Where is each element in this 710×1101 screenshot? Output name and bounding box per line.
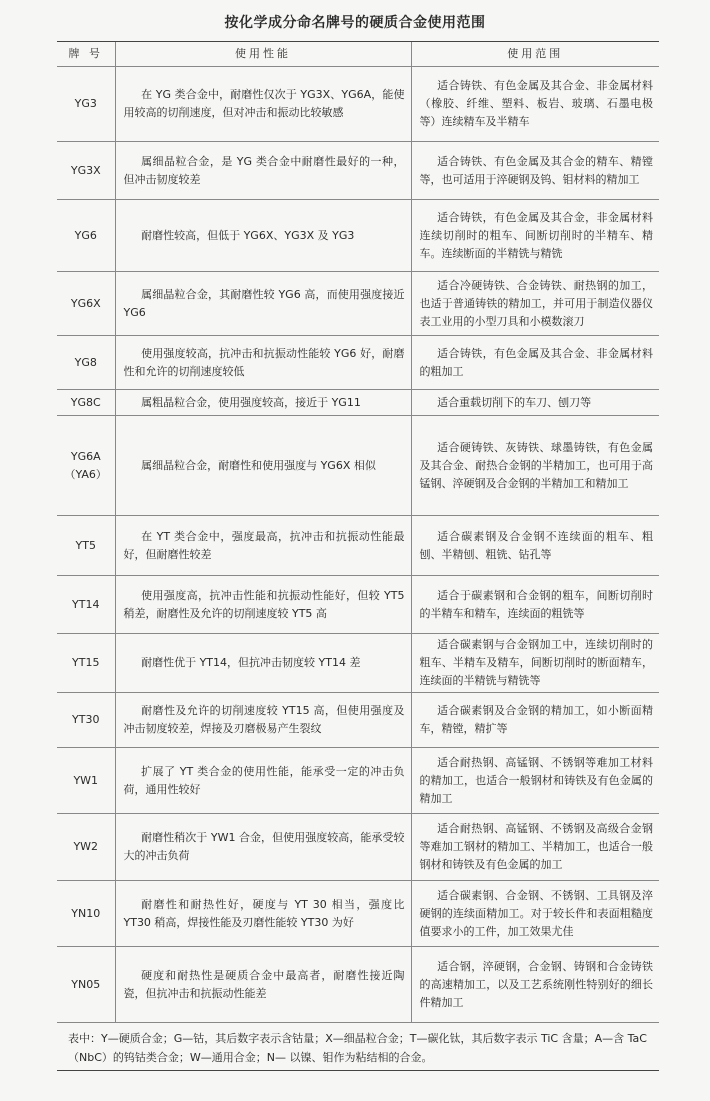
usage-cell [411,881,659,947]
usage-cell [411,272,659,336]
usage-text: 适合重载切削下的车刀、刨刀等 [437,395,592,409]
usage-cell [411,142,659,200]
performance-cell [115,748,411,814]
brand-label: YG3 [74,97,97,110]
brand-cell [57,576,115,634]
table-row [57,814,659,881]
performance-cell [115,142,411,200]
brand-cell [57,416,115,516]
usage-text: 适合铸铁，有色金属及其合金，非金属材料连续切削时的粗车、间断切削时的半精车、精车。连续断面的半精铣与精铣 [419,210,653,260]
performance-text: 耐磨性优于 YT14，但抗冲击韧度较 YT14 差 [141,656,361,669]
usage-text: 适合铸铁，有色金属及其合金、非金属材料的粗加工 [419,346,653,378]
brand-cell [57,693,115,748]
brand-cell [57,200,115,272]
usage-text: 适合铸铁、有色金属及其合金的精车、精镗等，也可适用于淬硬钢及钨、钼材料的精加工 [419,154,653,186]
performance-cell [115,516,411,576]
bottom-rule [57,1070,659,1071]
performance-text: 耐磨性和耐热性好，硬度与 YT 30 相当，强度比 YT30 稍高，焊接性能及刃磨性能较 YT30 为好 [123,897,405,929]
brand-label: YG6A [70,449,101,463]
table-row [57,693,659,748]
brand-label: YT30 [72,713,100,726]
table-row [57,272,659,336]
brand-cell [57,272,115,336]
header-usage: 使用范围 [411,42,659,67]
usage-text: 适合铸铁、有色金属及其合金、非金属材料（橡胶、纤维、塑料、板岩、玻璃、石墨电极等）连续精车及半精车 [419,79,653,128]
brand-label: YT5 [75,538,96,552]
performance-cell [115,416,411,516]
brand-label: YG8C [70,395,101,409]
brand-cell [57,67,115,142]
usage-cell [411,516,659,576]
page-title: 按化学成分命名牌号的硬质合金使用范围 [224,15,486,31]
brand-cell [57,634,115,693]
performance-cell [115,576,411,634]
header-performance: 使用性能 [115,42,411,67]
brand-cell [57,814,115,881]
usage-text: 适合碳素钢及合金钢的精加工，如小断面精车，精镗，精扩等 [419,704,653,735]
performance-text: 属细晶粒合金，耐磨性和使用强度与 YG6X 相似 [141,458,376,472]
usage-cell [411,390,659,416]
table-row [57,516,659,576]
brand-label: YG8 [74,355,97,369]
usage-text: 适合冷硬铸铁、合金铸铁、耐热钢的加工，也适于普通铸铁的精加工，并可用于制造仪器仪表工业用的小型刀具和小模数滚刀 [419,278,653,328]
brand-label: YT14 [72,597,100,611]
usage-cell [411,416,659,516]
performance-cell [115,336,411,390]
performance-text: 属细晶粒合金，是 YG 类合金中耐磨性最好的一种，但冲击韧度较差 [123,154,405,186]
table-row [57,634,659,693]
usage-cell [411,634,659,693]
usage-text: 适合耐热钢、高锰钢、不锈钢及高级合金钢等难加工钢材的精加工、半精加工，也适合一般钢材和铸铁及有色金属的加工 [419,822,653,871]
brand-cell [57,142,115,200]
performance-text: 属细晶粒合金，其耐磨性较 YG6 高，而使用强度接近 YG6 [123,287,405,319]
brand-cell [57,947,115,1023]
performance-text: 使用强度较高，抗冲击和抗振动性能较 YG6 好，耐磨性和允许的切削速度较低 [123,346,405,378]
table-row [57,200,659,272]
brand-label: YW1 [73,773,99,787]
brand-label: YT15 [72,656,100,669]
usage-text: 适合钢，淬硬钢，合金钢、铸钢和合金铸铁的高速精加工，以及工艺系统刚性特别好的细长件精加工 [419,959,653,1009]
usage-cell [411,814,659,881]
usage-cell [411,336,659,390]
brand-label: YG6X [70,296,101,310]
performance-cell [115,947,411,1023]
brand-cell [57,390,115,416]
usage-text: 适合耐热钢、高锰钢、不锈钢等难加工材料的精加工，也适合一般钢材和铸铁及有色金属的精加工 [419,755,653,805]
performance-cell [115,814,411,881]
brand-label: YG6 [74,228,97,242]
brand-cell [57,748,115,814]
performance-text: 在 YT 类合金中，强度最高，抗冲击和抗振动性能最好，但耐磨性较差 [123,529,405,561]
brand-label: YW2 [73,840,99,853]
brand-label: YG3X [70,163,101,177]
brand-label: YN05 [71,977,101,991]
table-row [57,947,659,1023]
carbide-usage-table [57,41,659,1023]
performance-cell [115,634,411,693]
usage-text: 适合碳素钢、合金钢、不锈钢、工具钢及淬硬钢的连续面精加工。对于较长件和表面粗糙度值要求小的工件，加工效果尤佳 [419,888,653,938]
performance-text: 属粗晶粒合金，使用强度较高，接近于 YG11 [141,395,361,409]
performance-text: 耐磨性较高，但低于 YG6X、YG3X 及 YG3 [141,228,355,242]
usage-cell [411,693,659,748]
header-brand: 牌 号 [57,42,115,67]
performance-cell [115,200,411,272]
performance-cell [115,67,411,142]
performance-cell [115,693,411,748]
table-row [57,748,659,814]
table-footnote: 表中：Y—硬质合金；G—钴，其后数字表示含钴量；X—细晶粒合金；T—碳化钛，其后数字表示 TiC 含量；A—含 TaC（NbC）的钨钴类合金；W—通用合金；N— 以镍、钼作为粘结相的合金。 [68,1032,647,1064]
brand-cell [57,516,115,576]
usage-cell [411,576,659,634]
performance-cell [115,272,411,336]
performance-text: 扩展了 YT 类合金的使用性能，能承受一定的冲击负荷，通用性较好 [123,764,405,796]
usage-cell [411,67,659,142]
performance-text: 硬度和耐热性是硬质合金中最高者，耐磨性接近陶瓷，但抗冲击和抗振动性能差 [123,968,405,1000]
usage-text: 适合碳素钢及合金钢不连续面的粗车、粗刨、半精刨、粗铣、钻孔等 [419,529,653,561]
brand-cell [57,336,115,390]
brand-alias: （YA6） [64,467,107,481]
table-row [57,576,659,634]
table-row [57,881,659,947]
usage-cell [411,748,659,814]
table-header-row [57,42,659,67]
performance-text: 耐磨性稍次于 YW1 合金，但使用强度较高，能承受较大的冲击负荷 [123,831,405,862]
usage-text: 适合碳素钢与合金钢加工中，连续切削时的粗车、半精车及精车，间断切削时的断面精车，连续面的半精铣与精铣等 [419,638,653,687]
brand-label: YN10 [71,906,101,920]
table-row [57,416,659,516]
table-row [57,390,659,416]
brand-cell [57,881,115,947]
performance-cell [115,390,411,416]
performance-text: 耐磨性及允许的切削速度较 YT15 高，但使用强度及冲击韧度较差，焊接及刃磨极易产生裂纹 [123,704,405,735]
usage-cell [411,947,659,1023]
performance-text: 在 YG 类合金中，耐磨性仅次于 YG3X、YG6A，能使用较高的切削速度，但对冲击和振动比较敏感 [123,88,405,119]
performance-text: 使用强度高，抗冲击性能和抗振动性能好，但较 YT5 稍差，耐磨性及允许的切削速度较 YT5 高 [123,588,405,620]
table-row [57,336,659,390]
table-row [57,67,659,142]
table-row [57,142,659,200]
usage-text: 适合硬铸铁、灰铸铁、球墨铸铁，有色金属及其合金、耐热合金钢的半精加工，也可用于高锰钢、淬硬钢及合金钢的半精加工和精加工 [419,440,653,490]
usage-cell [411,200,659,272]
performance-cell [115,881,411,947]
usage-text: 适合于碳素钢和合金钢的粗车，间断切削时的半精车和精车，连续面的粗铣等 [419,588,653,620]
